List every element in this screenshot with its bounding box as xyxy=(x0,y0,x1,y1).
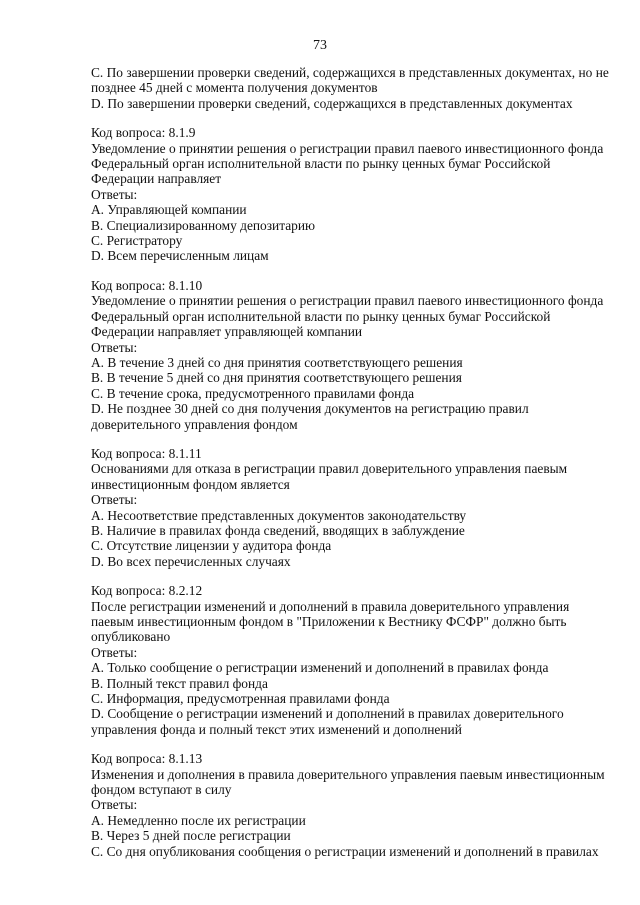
answers-label: Ответы: xyxy=(91,186,138,202)
answer-line: управления фонда и полный текст этих изменений и дополнений xyxy=(91,721,462,737)
answer-line: D. Всем перечисленным лицам xyxy=(91,248,269,264)
answer-line: С. По завершении проверки сведений, содержащихся в представленных документах, но не xyxy=(91,65,609,80)
question-block xyxy=(91,446,611,569)
answer-line: С. Информация, предусмотренная правилами фонда xyxy=(91,691,390,707)
answer-line: позднее 45 дней с момента получения документов xyxy=(91,80,378,96)
answer-line: D. Во всех перечисленных случаях xyxy=(91,553,291,569)
page-number: 73 xyxy=(313,38,327,53)
answer-line: А. Управляющей компании xyxy=(91,202,247,218)
question-block xyxy=(91,125,611,264)
answer-line: В. Специализированному депозитарию xyxy=(91,217,316,233)
question-text-line: Изменения и дополнения в правила доверительного управления паевым инвестиционным xyxy=(91,766,605,782)
answers-label: Ответы: xyxy=(91,492,138,508)
document-body xyxy=(91,65,611,859)
question-text-line: После регистрации изменений и дополнений в правила доверительного управления xyxy=(91,598,570,614)
answers-label: Ответы: xyxy=(91,797,138,813)
question-text-line: Основаниями для отказа в регистрации правил доверительного управления паевым xyxy=(91,461,568,477)
answer-line: С. В течение срока, предусмотренного правилами фонда xyxy=(91,385,415,401)
question-text-line: фондом вступают в силу xyxy=(91,782,232,798)
answer-line: А. Несоответствие представленных документов законодательству xyxy=(91,507,467,523)
answer-line: В. Полный текст правил фонда xyxy=(91,675,268,691)
question-text-line: Уведомление о принятии решения о регистрации правил паевого инвестиционного фонда xyxy=(91,140,604,156)
question-block xyxy=(91,278,611,432)
question-block xyxy=(91,583,611,737)
answer-line: D. Сообщение о регистрации изменений и дополнений в правилах доверительного xyxy=(91,706,564,722)
question-text-line: паевым инвестиционным фондом в "Приложении к Вестнику ФСФР" должно быть xyxy=(91,614,567,629)
question-code: Код вопроса: 8.1.11 xyxy=(91,445,202,461)
answer-line: С. Регистратору xyxy=(91,233,183,249)
answer-line: D. Не позднее 30 дней со дня получения документов на регистрацию правил xyxy=(91,401,529,417)
question-code: Код вопроса: 8.2.12 xyxy=(91,583,203,599)
question-text-line: Уведомление о принятии решения о регистрации правил паевого инвестиционного фонда xyxy=(91,293,604,309)
question-text-line: Федерации направляет управляющей компании xyxy=(91,324,363,340)
question-text-line: Федерации направляет xyxy=(91,171,222,187)
question-text-line: опубликовано xyxy=(91,629,171,645)
intro-answers xyxy=(91,65,611,111)
question-code: Код вопроса: 8.1.13 xyxy=(91,751,203,767)
question-text-line: инвестиционным фондом является xyxy=(91,476,290,492)
question-code: Код вопроса: 8.1.10 xyxy=(91,277,203,293)
question-code: Код вопроса: 8.1.9 xyxy=(91,125,196,141)
answer-line: D. По завершении проверки сведений, содержащихся в представленных документах xyxy=(91,95,573,111)
answers-label: Ответы: xyxy=(91,339,138,355)
question-text-line: Федеральный орган исполнительной власти по рынку ценных бумаг Российской xyxy=(91,156,551,172)
question-block xyxy=(91,751,611,859)
answer-line: С. Со дня опубликования сообщения о регистрации изменений и дополнений в правилах xyxy=(91,843,599,859)
answer-line: В. Через 5 дней после регистрации xyxy=(91,828,291,844)
answer-line: В. Наличие в правилах фонда сведений, вводящих в заблуждение xyxy=(91,522,465,538)
answer-line: А. Только сообщение о регистрации изменений и дополнений в правилах фонда xyxy=(91,660,549,676)
answer-line: С. Отсутствие лицензии у аудитора фонда xyxy=(91,538,332,554)
answer-line: А. В течение 3 дней со дня принятия соответствующего решения xyxy=(91,354,463,370)
answer-line: В. В течение 5 дней со дня принятия соответствующего решения xyxy=(91,370,462,386)
answer-line: А. Немедленно после их регистрации xyxy=(91,812,306,828)
answers-label: Ответы: xyxy=(91,644,138,660)
question-text-line: Федеральный орган исполнительной власти по рынку ценных бумаг Российской xyxy=(91,308,551,324)
answer-line: доверительного управления фондом xyxy=(91,416,298,432)
